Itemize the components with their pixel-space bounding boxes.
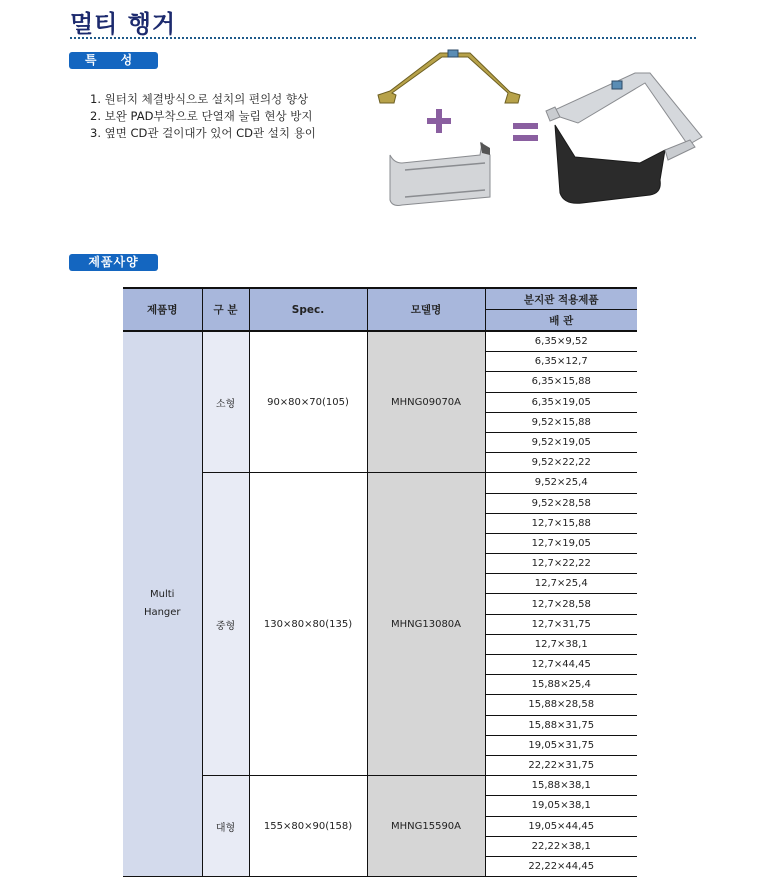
cell-pipe-size: 22,22×38,1 bbox=[485, 836, 637, 856]
product-illustration bbox=[350, 45, 740, 215]
cell-model: MHNG15590A bbox=[367, 776, 485, 877]
cell-pipe-size: 9,52×28,58 bbox=[485, 493, 637, 513]
bracket-image bbox=[378, 50, 520, 103]
cell-pipe-size: 15,88×31,75 bbox=[485, 715, 637, 735]
page-title: 멀티 행거 bbox=[70, 10, 177, 38]
cell-pipe-size: 12,7×44,45 bbox=[485, 655, 637, 675]
header-model: 모델명 bbox=[367, 288, 485, 331]
cell-pipe-size: 12,7×28,58 bbox=[485, 594, 637, 614]
cell-pipe-size: 19,05×31,75 bbox=[485, 735, 637, 755]
section-badge-features: 특 성 bbox=[69, 52, 158, 69]
cell-pipe-size: 12,7×31,75 bbox=[485, 614, 637, 634]
header-branch: 분지관 적용제품 bbox=[485, 288, 637, 310]
cell-pipe-size: 12,7×19,05 bbox=[485, 533, 637, 553]
cell-pipe-size: 19,05×38,1 bbox=[485, 796, 637, 816]
table-header-row bbox=[123, 288, 637, 310]
product-name-line: Hanger bbox=[143, 607, 181, 619]
feature-list bbox=[90, 91, 316, 142]
spec-table bbox=[123, 287, 637, 877]
cell-pipe-size: 6,35×15,88 bbox=[485, 372, 637, 392]
header-product-name: 제품명 bbox=[123, 288, 202, 331]
cell-pipe-size: 22,22×44,45 bbox=[485, 856, 637, 876]
cell-pipe-size: 12,7×25,4 bbox=[485, 574, 637, 594]
cell-pipe-size: 6,35×9,52 bbox=[485, 331, 637, 352]
cell-model: MHNG13080A bbox=[367, 473, 485, 776]
cell-pipe-size: 6,35×12,7 bbox=[485, 352, 637, 372]
cell-category: 대형 bbox=[202, 776, 249, 877]
cell-pipe-size: 22,22×31,75 bbox=[485, 755, 637, 775]
cell-category: 중형 bbox=[202, 473, 249, 776]
feature-item: 3. 옆면 CD관 걸이대가 있어 CD관 설치 용이 bbox=[90, 126, 316, 140]
product-name-line: Multi bbox=[150, 589, 175, 601]
cell-spec: 90×80×70(105) bbox=[249, 331, 367, 473]
pad-image bbox=[390, 142, 490, 205]
cell-spec: 130×80×80(135) bbox=[249, 473, 367, 776]
cell-spec: 155×80×90(158) bbox=[249, 776, 367, 877]
cell-product-name bbox=[123, 331, 202, 877]
cell-pipe-size: 9,52×15,88 bbox=[485, 412, 637, 432]
title-divider bbox=[70, 37, 696, 39]
cell-pipe-size: 19,05×44,45 bbox=[485, 816, 637, 836]
cell-pipe-size: 9,52×25,4 bbox=[485, 473, 637, 493]
cell-pipe-size: 9,52×22,22 bbox=[485, 453, 637, 473]
header-category: 구 분 bbox=[202, 288, 249, 331]
cell-pipe-size: 9,52×19,05 bbox=[485, 432, 637, 452]
assembled-hanger-image bbox=[546, 73, 702, 203]
cell-pipe-size: 15,88×25,4 bbox=[485, 675, 637, 695]
cell-pipe-size: 12,7×22,22 bbox=[485, 554, 637, 574]
cell-pipe-size: 12,7×38,1 bbox=[485, 634, 637, 654]
feature-item: 1. 원터치 체결방식으로 설치의 편의성 향상 bbox=[90, 92, 309, 106]
equals-icon bbox=[513, 123, 538, 141]
cell-pipe-size: 15,88×28,58 bbox=[485, 695, 637, 715]
table-row bbox=[123, 331, 637, 352]
header-spec: Spec. bbox=[249, 288, 367, 331]
section-badge-specs: 제품사양 bbox=[69, 254, 158, 271]
cell-model: MHNG09070A bbox=[367, 331, 485, 473]
feature-item: 2. 보완 PAD부착으로 단열재 눌림 현상 방지 bbox=[90, 109, 313, 123]
cell-pipe-size: 15,88×38,1 bbox=[485, 776, 637, 796]
cell-pipe-size: 12,7×15,88 bbox=[485, 513, 637, 533]
plus-icon bbox=[427, 109, 451, 133]
cell-pipe-size: 6,35×19,05 bbox=[485, 392, 637, 412]
header-pipe: 배 관 bbox=[485, 310, 637, 332]
table-body bbox=[123, 331, 637, 877]
cell-category: 소형 bbox=[202, 331, 249, 473]
